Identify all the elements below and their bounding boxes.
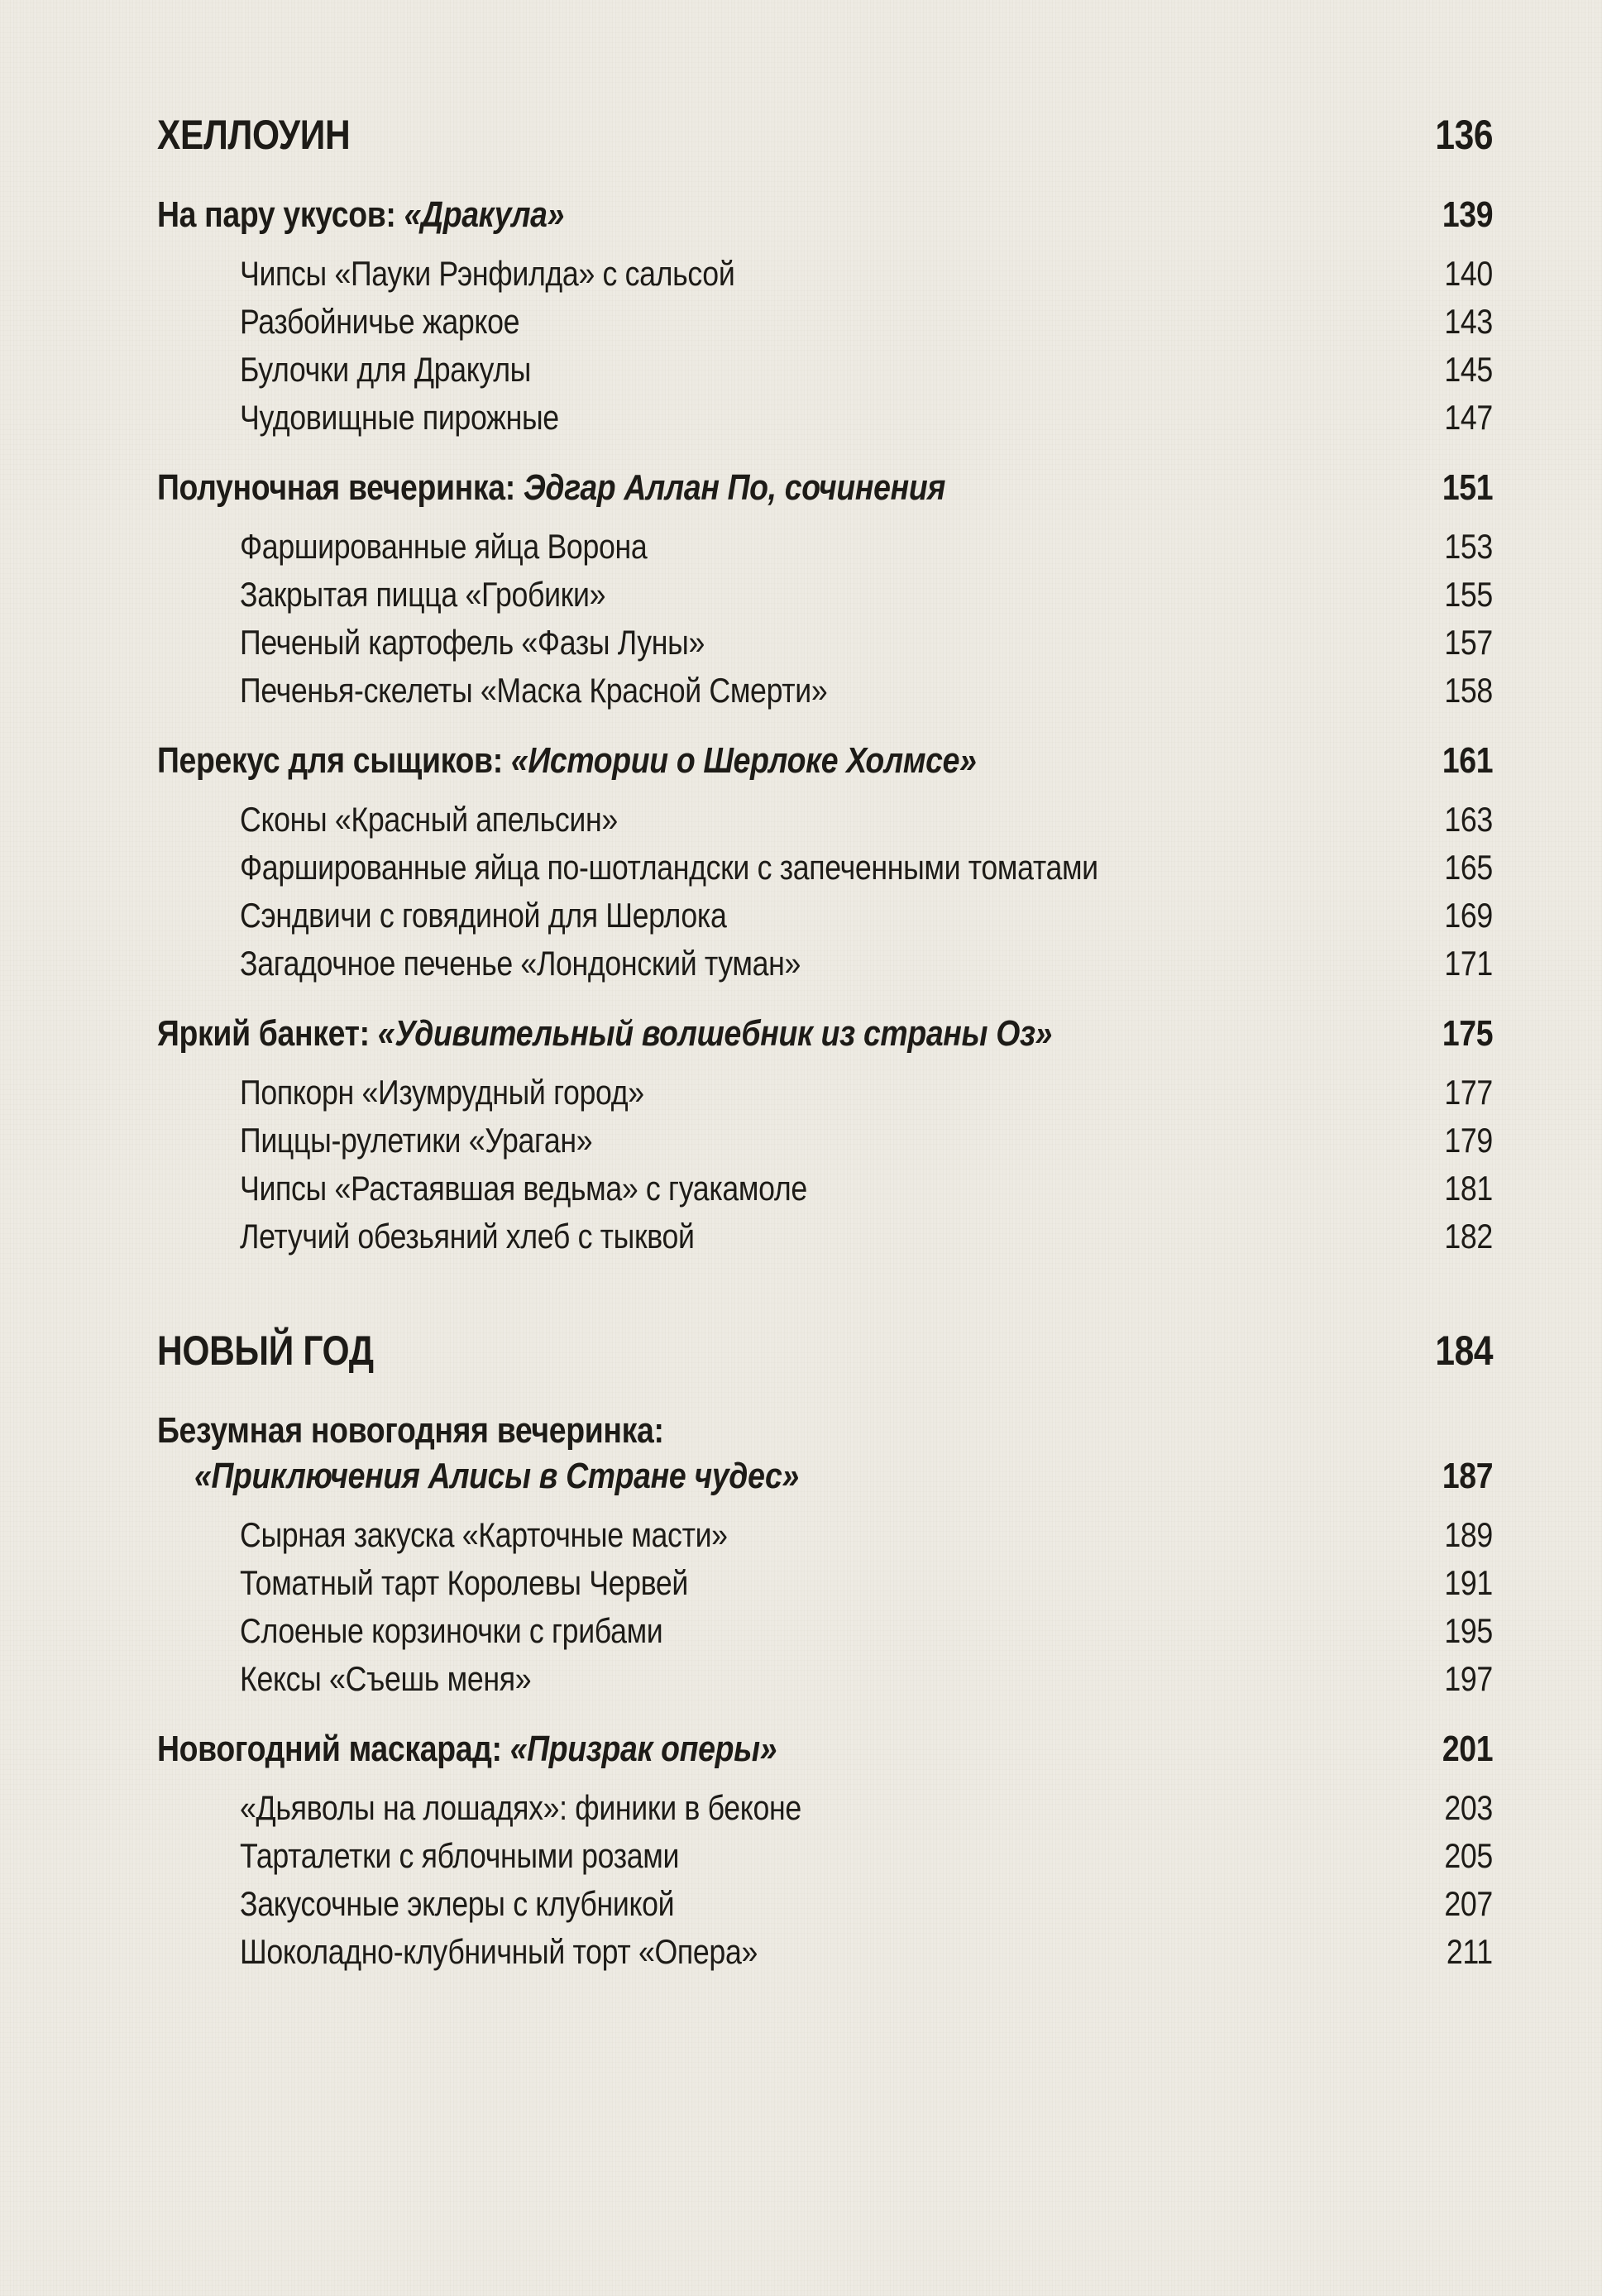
toc-item-page: 145 bbox=[1444, 350, 1493, 389]
toc-group-title-italic: «Удивительный волшебник из страны Оз» bbox=[377, 1013, 1053, 1054]
toc-group-page: 201 bbox=[1442, 1729, 1493, 1769]
toc-item-page: 153 bbox=[1444, 527, 1493, 566]
toc-group-title bbox=[157, 467, 946, 508]
toc-item-page: 203 bbox=[1444, 1788, 1493, 1827]
toc-item-row bbox=[157, 625, 1493, 660]
toc-section-row bbox=[157, 1327, 1493, 1374]
toc-item-label: Летучий обезьяний хлеб с тыквой bbox=[240, 1217, 695, 1256]
toc-item-label: Тарталетки с яблочными розами bbox=[240, 1836, 680, 1875]
toc-group-title-regular: На пару укусов: bbox=[157, 194, 404, 235]
toc-item-row bbox=[157, 802, 1493, 837]
toc-item-row bbox=[157, 1788, 1493, 1827]
toc-group-title-regular: Перекус для сыщиков: bbox=[157, 740, 511, 781]
toc-group-title bbox=[157, 1013, 1053, 1054]
toc-group-title bbox=[157, 1731, 777, 1767]
toc-group-title bbox=[157, 740, 977, 781]
toc-group-row bbox=[157, 1731, 1493, 1767]
toc-item-label: Закрытая пицца «Гробики» bbox=[240, 575, 606, 614]
toc-item-row bbox=[157, 1611, 1493, 1650]
toc-item-label: Печеный картофель «Фазы Луны» bbox=[240, 623, 705, 662]
toc-group-title-regular: Полуночная вечеринка: bbox=[157, 467, 524, 508]
toc-group-page: 161 bbox=[1442, 740, 1493, 781]
toc-item-label: Попкорн «Изумрудный город» bbox=[240, 1073, 644, 1112]
toc-group-row bbox=[157, 194, 1493, 235]
toc-item-row bbox=[157, 400, 1493, 435]
toc-item-label: Сэндвичи с говядиной для Шерлока bbox=[240, 896, 727, 935]
toc-item-page: 195 bbox=[1444, 1611, 1493, 1650]
toc-group-title-italic: «Призрак оперы» bbox=[509, 1729, 777, 1769]
toc-item-row bbox=[157, 1884, 1493, 1923]
toc-group-row bbox=[157, 467, 1493, 508]
toc-item-row bbox=[157, 352, 1493, 387]
toc-group-title bbox=[157, 194, 565, 235]
toc-item-label: Томатный тарт Королевы Червей bbox=[240, 1563, 689, 1602]
toc-group-row bbox=[157, 1013, 1493, 1054]
toc-item-row bbox=[157, 304, 1493, 339]
toc-item-row bbox=[157, 673, 1493, 708]
toc-item-label: Закусочные эклеры с клубникой bbox=[240, 1884, 675, 1923]
toc-group-row bbox=[157, 1410, 1493, 1451]
toc-item-page: 179 bbox=[1444, 1121, 1493, 1160]
toc-group-row bbox=[157, 740, 1493, 781]
toc-item-page: 211 bbox=[1447, 1932, 1493, 1971]
toc-item-row bbox=[157, 850, 1493, 885]
toc-item-page: 177 bbox=[1444, 1073, 1493, 1112]
toc-item-page: 189 bbox=[1444, 1515, 1493, 1554]
toc-item-label: Чипсы «Пауки Рэнфилда» с сальсой bbox=[240, 254, 735, 293]
toc-item-page: 163 bbox=[1444, 800, 1493, 839]
toc-item-page: 155 bbox=[1444, 575, 1493, 614]
toc-item-label: Кексы «Съешь меня» bbox=[240, 1659, 532, 1698]
toc-item-label: Загадочное печенье «Лондонский туман» bbox=[240, 944, 801, 983]
toc-section-title: ХЕЛЛОУИН bbox=[157, 112, 351, 158]
toc-item-row bbox=[157, 1219, 1493, 1254]
toc-item-label: Чипсы «Растаявшая ведьма» с гуакамоле bbox=[240, 1169, 807, 1208]
toc-item-row bbox=[157, 529, 1493, 564]
toc-group-title-italic: «Дракула» bbox=[404, 194, 565, 235]
toc-item-page: 165 bbox=[1444, 848, 1493, 887]
toc-item-label: «Дьяволы на лошадях»: финики в беконе bbox=[240, 1788, 801, 1827]
toc-item-label: Фаршированные яйца Ворона bbox=[240, 527, 648, 566]
toc-group-page: 151 bbox=[1442, 467, 1493, 508]
toc-item-label: Слоеные корзиночки с грибами bbox=[240, 1611, 663, 1650]
toc-item-row bbox=[157, 1075, 1493, 1110]
toc-item-page: 158 bbox=[1444, 671, 1493, 710]
toc-item-label: Шоколадно-клубничный торт «Опера» bbox=[240, 1932, 758, 1971]
toc-item-row bbox=[157, 577, 1493, 612]
toc-group-title-line1: Безумная новогодняя вечеринка: bbox=[157, 1410, 664, 1451]
toc-item-row bbox=[157, 1171, 1493, 1206]
toc-item-page: 207 bbox=[1444, 1884, 1493, 1923]
toc-item-row bbox=[157, 256, 1493, 291]
toc-item-page: 157 bbox=[1444, 623, 1493, 662]
toc-group-page: 175 bbox=[1442, 1013, 1493, 1054]
toc-item-page: 147 bbox=[1444, 398, 1493, 437]
toc-item-page: 140 bbox=[1444, 254, 1493, 293]
toc-item-row bbox=[157, 1563, 1493, 1602]
toc-group-title-regular: Яркий банкет: bbox=[157, 1013, 378, 1054]
toc-item-row bbox=[157, 1515, 1493, 1554]
toc-section-row bbox=[157, 112, 1493, 158]
toc-section-title: НОВЫЙ ГОД bbox=[157, 1327, 374, 1374]
toc-item-label: Фаршированные яйца по-шотландски с запеченными томатами bbox=[240, 848, 1098, 887]
toc-item-page: 181 bbox=[1444, 1169, 1493, 1208]
toc-item-label: Печенья-скелеты «Маска Красной Смерти» bbox=[240, 671, 828, 710]
toc-item-page: 205 bbox=[1444, 1836, 1493, 1875]
toc-item-page: 191 bbox=[1444, 1563, 1493, 1602]
toc-item-label: Булочки для Дракулы bbox=[240, 350, 532, 389]
toc-item-label: Сконы «Красный апельсин» bbox=[240, 800, 618, 839]
toc-item-page: 197 bbox=[1444, 1659, 1493, 1698]
toc-group-title-regular: Новогодний маскарад: bbox=[157, 1729, 510, 1769]
toc-item-row bbox=[157, 898, 1493, 933]
toc-group-row-line2 bbox=[157, 1458, 1493, 1495]
toc-item-row bbox=[157, 1123, 1493, 1158]
toc-item-label: Чудовищные пирожные bbox=[240, 398, 559, 437]
toc-item-page: 143 bbox=[1444, 302, 1493, 341]
toc-item-label: Пиццы-рулетики «Ураган» bbox=[240, 1121, 593, 1160]
toc-group-page: 139 bbox=[1442, 194, 1493, 235]
toc-item-row bbox=[157, 1836, 1493, 1875]
toc-group-title-line2: «Приключения Алисы в Стране чудес» bbox=[194, 1456, 799, 1496]
toc-item-page: 171 bbox=[1444, 944, 1493, 983]
toc-section-page: 136 bbox=[1435, 112, 1493, 158]
toc-item-row bbox=[157, 946, 1493, 981]
toc-item-page: 182 bbox=[1444, 1217, 1493, 1256]
toc-group-page: 187 bbox=[1442, 1456, 1493, 1496]
toc-item-label: Разбойничье жаркое bbox=[240, 302, 520, 341]
toc-item-page: 169 bbox=[1444, 896, 1493, 935]
toc-group-title-italic: «Истории о Шерлоке Холмсе» bbox=[510, 740, 977, 781]
toc-group-title-italic: Эдгар Аллан По, сочинения bbox=[523, 467, 946, 508]
toc-item-row bbox=[157, 1659, 1493, 1698]
toc-item-row bbox=[157, 1932, 1493, 1971]
toc-section-page: 184 bbox=[1435, 1327, 1493, 1374]
toc-item-label: Сырная закуска «Карточные масти» bbox=[240, 1515, 728, 1554]
